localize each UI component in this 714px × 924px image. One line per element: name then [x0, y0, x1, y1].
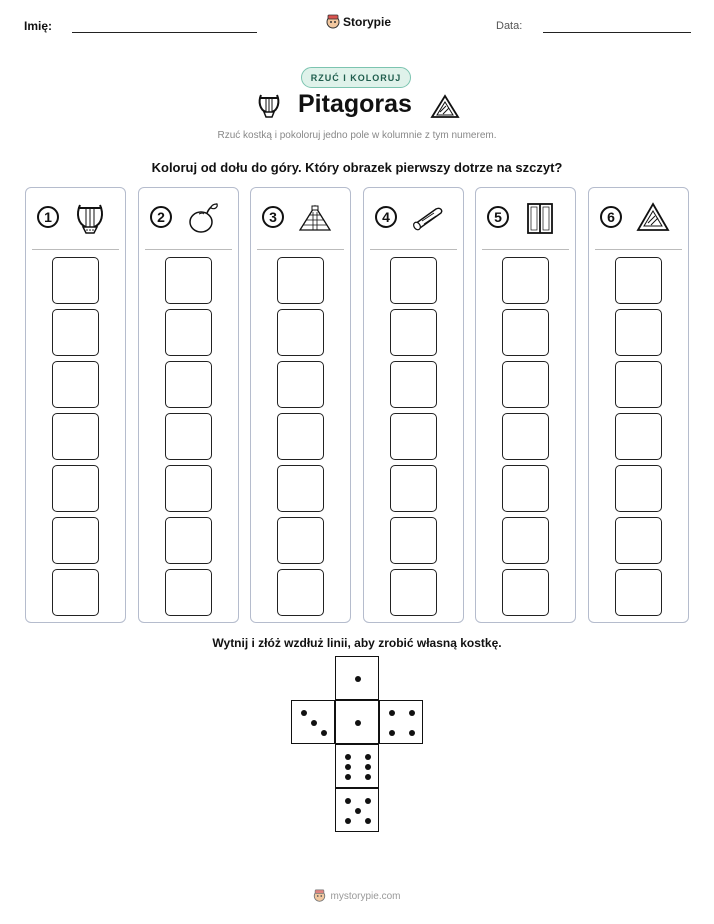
dice-pip [301, 710, 307, 716]
scroll-icon [410, 200, 446, 236]
date-label: Data: [496, 20, 523, 32]
color-cell[interactable] [390, 569, 437, 616]
olive-icon [185, 200, 221, 236]
color-cell[interactable] [502, 257, 549, 304]
dice-pip [355, 676, 361, 682]
date-line[interactable] [543, 32, 691, 33]
dice-face [379, 700, 423, 744]
color-cell[interactable] [165, 569, 212, 616]
pyramid-icon [297, 200, 333, 236]
column-4 [363, 187, 464, 623]
color-cell[interactable] [390, 465, 437, 512]
triangle-icon [430, 94, 460, 120]
dice-pip [345, 774, 351, 780]
color-cell[interactable] [390, 361, 437, 408]
footer-url[interactable]: mystorypie.com [330, 890, 401, 902]
color-cell[interactable] [502, 517, 549, 564]
storypie-mascot-icon [313, 889, 326, 903]
dice-pip [311, 720, 317, 726]
color-cell[interactable] [165, 517, 212, 564]
dice-pip [345, 754, 351, 760]
color-cell[interactable] [615, 257, 662, 304]
color-cell[interactable] [502, 361, 549, 408]
color-cell[interactable] [277, 413, 324, 460]
color-cell[interactable] [52, 517, 99, 564]
cut-instruction: Wytnij i złóż wzdłuż linii, aby zrobić własną kostkę. [212, 636, 502, 650]
color-cell[interactable] [277, 465, 324, 512]
dice-pip [365, 764, 371, 770]
color-cell[interactable] [390, 257, 437, 304]
color-cell[interactable] [615, 465, 662, 512]
color-cell[interactable] [502, 465, 549, 512]
footer [0, 889, 714, 903]
lyre-icon [72, 200, 108, 236]
activity-badge: RZUĆ I KOLORUJ [301, 67, 411, 88]
brand-logo [326, 14, 391, 30]
column-1 [25, 187, 126, 623]
dice-pip [345, 764, 351, 770]
lyre-icon [256, 92, 282, 120]
column-3 [250, 187, 351, 623]
dice-face [335, 788, 379, 832]
dice-face [335, 656, 379, 700]
column-divider [482, 249, 569, 250]
color-cell[interactable] [165, 361, 212, 408]
color-cell[interactable] [165, 465, 212, 512]
color-cell[interactable] [390, 309, 437, 356]
dice-pip [345, 818, 351, 824]
instruction: Koloruj od dołu do góry. Który obrazek pierwszy dotrze na szczyt? [151, 160, 563, 175]
color-cell[interactable] [52, 413, 99, 460]
triangle-icon [635, 200, 671, 236]
column-divider [32, 249, 119, 250]
name-line[interactable] [72, 32, 257, 33]
dice-pip [355, 720, 361, 726]
dice-pip [345, 798, 351, 804]
color-cell[interactable] [615, 361, 662, 408]
column-number: 6 [600, 206, 622, 228]
color-cell[interactable] [277, 569, 324, 616]
color-cell[interactable] [277, 309, 324, 356]
color-cell[interactable] [52, 569, 99, 616]
dice-face [335, 744, 379, 788]
column-divider [257, 249, 344, 250]
dice-pip [365, 754, 371, 760]
color-cell[interactable] [615, 309, 662, 356]
color-cell[interactable] [390, 517, 437, 564]
color-cell[interactable] [502, 569, 549, 616]
door-icon [522, 200, 558, 236]
column-number: 2 [150, 206, 172, 228]
color-cell[interactable] [52, 361, 99, 408]
color-cell[interactable] [52, 309, 99, 356]
storypie-mascot-icon [326, 14, 340, 30]
column-5 [475, 187, 576, 623]
color-cell[interactable] [52, 465, 99, 512]
brand-name: Storypie [343, 15, 392, 29]
dice-face [291, 700, 335, 744]
column-6 [588, 187, 689, 623]
color-cell[interactable] [390, 413, 437, 460]
dice-pip [321, 730, 327, 736]
color-cell[interactable] [502, 413, 549, 460]
color-cell[interactable] [615, 517, 662, 564]
color-cell[interactable] [615, 413, 662, 460]
color-cell[interactable] [165, 309, 212, 356]
dice-pip [389, 710, 395, 716]
dice-pip [355, 808, 361, 814]
column-2 [138, 187, 239, 623]
dice-pip [365, 798, 371, 804]
dice-pip [365, 774, 371, 780]
page-title: Pitagoras [298, 90, 412, 118]
color-cell[interactable] [502, 309, 549, 356]
dice-pip [365, 818, 371, 824]
column-divider [370, 249, 457, 250]
column-divider [145, 249, 232, 250]
dice-pip [409, 730, 415, 736]
color-cell[interactable] [165, 413, 212, 460]
subtitle: Rzuć kostką i pokoloruj jedno pole w kolumnie z tym numerem. [217, 130, 497, 141]
dice-face [335, 700, 379, 744]
name-label: Imię: [24, 19, 53, 33]
column-number: 4 [375, 206, 397, 228]
dice-pip [409, 710, 415, 716]
color-cell[interactable] [277, 517, 324, 564]
color-cell[interactable] [277, 257, 324, 304]
column-number: 1 [37, 206, 59, 228]
color-cell[interactable] [52, 257, 99, 304]
column-number: 3 [262, 206, 284, 228]
color-cell[interactable] [615, 569, 662, 616]
color-cell[interactable] [165, 257, 212, 304]
dice-pip [389, 730, 395, 736]
column-number: 5 [487, 206, 509, 228]
color-cell[interactable] [277, 361, 324, 408]
column-divider [595, 249, 682, 250]
